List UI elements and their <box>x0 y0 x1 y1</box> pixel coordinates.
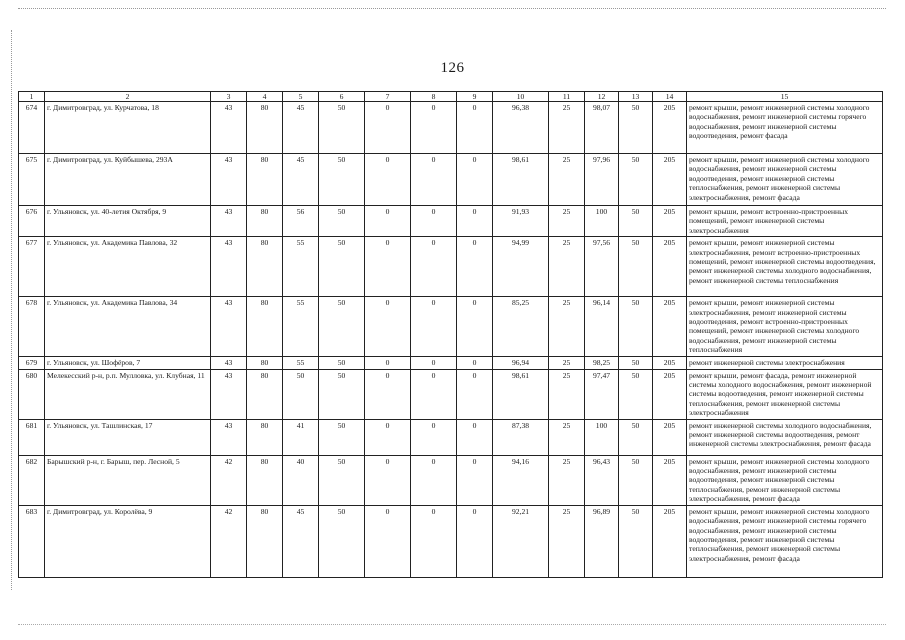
value-cell: 41 <box>283 419 319 455</box>
value-cell: 80 <box>247 357 283 369</box>
value-cell: 40 <box>283 455 319 505</box>
column-header: 12 <box>585 92 619 102</box>
value-cell: 50 <box>619 505 653 577</box>
table-row <box>19 102 883 154</box>
repair-works-cell: ремонт крыши, ремонт инженерной системы электроснабжения, ремонт инженерной системы водоотведения, ремонт встроенно-пристроенных помещений, ремонт инженерной системы холодного водоснабжения, ремонт инженерной системы теплоснабжения <box>687 297 883 357</box>
row-number: 674 <box>19 102 45 154</box>
row-number: 678 <box>19 297 45 357</box>
value-cell: 50 <box>619 206 653 237</box>
value-cell: 205 <box>653 206 687 237</box>
address-cell: г. Димитровград, ул. Курчатова, 18 <box>45 102 211 154</box>
value-cell: 25 <box>549 102 585 154</box>
value-cell: 92,21 <box>493 505 549 577</box>
value-cell: 0 <box>457 154 493 206</box>
value-cell: 0 <box>411 419 457 455</box>
value-cell: 50 <box>619 357 653 369</box>
value-cell: 50 <box>619 419 653 455</box>
address-cell: г. Ульяновск, ул. Шофёров, 7 <box>45 357 211 369</box>
value-cell: 50 <box>319 297 365 357</box>
value-cell: 50 <box>619 102 653 154</box>
value-cell: 45 <box>283 154 319 206</box>
value-cell: 0 <box>365 369 411 419</box>
value-cell: 0 <box>365 419 411 455</box>
table-row <box>19 369 883 419</box>
value-cell: 98,61 <box>493 369 549 419</box>
value-cell: 205 <box>653 369 687 419</box>
table-row <box>19 419 883 455</box>
value-cell: 55 <box>283 297 319 357</box>
repair-register-table <box>18 91 883 578</box>
value-cell: 80 <box>247 297 283 357</box>
top-scan-edge <box>18 8 886 9</box>
left-scan-edge <box>11 30 12 590</box>
column-header: 4 <box>247 92 283 102</box>
value-cell: 55 <box>283 237 319 297</box>
address-cell: г. Ульяновск, ул. 40-летия Октября, 9 <box>45 206 211 237</box>
repair-works-cell: ремонт крыши, ремонт инженерной системы холодного водоснабжения, ремонт инженерной системы горячего водоснабжения, ремонт инженерной системы водоотведения, ремонт фасада <box>687 102 883 154</box>
value-cell: 50 <box>619 369 653 419</box>
repair-works-cell: ремонт крыши, ремонт инженерной системы холодного водоснабжения, ремонт инженерной системы водоотведения, ремонт инженерной системы теплоснабжения, ремонт инженерной системы электроснабжения, ремонт фасада <box>687 154 883 206</box>
value-cell: 80 <box>247 206 283 237</box>
bottom-scan-edge <box>18 624 886 625</box>
value-cell: 0 <box>457 505 493 577</box>
value-cell: 0 <box>365 206 411 237</box>
value-cell: 0 <box>365 102 411 154</box>
value-cell: 50 <box>319 419 365 455</box>
value-cell: 87,38 <box>493 419 549 455</box>
value-cell: 43 <box>211 102 247 154</box>
address-cell: г. Ульяновск, ул. Академика Павлова, 32 <box>45 237 211 297</box>
value-cell: 43 <box>211 419 247 455</box>
value-cell: 50 <box>619 455 653 505</box>
value-cell: 25 <box>549 297 585 357</box>
value-cell: 205 <box>653 505 687 577</box>
value-cell: 56 <box>283 206 319 237</box>
value-cell: 80 <box>247 505 283 577</box>
value-cell: 205 <box>653 357 687 369</box>
value-cell: 50 <box>319 369 365 419</box>
table-row <box>19 357 883 369</box>
value-cell: 80 <box>247 237 283 297</box>
value-cell: 0 <box>411 455 457 505</box>
repair-works-cell: ремонт крыши, ремонт встроенно-пристроенных помещений, ремонт инженерной системы электроснабжения <box>687 206 883 237</box>
value-cell: 25 <box>549 206 585 237</box>
value-cell: 80 <box>247 369 283 419</box>
value-cell: 94,99 <box>493 237 549 297</box>
value-cell: 0 <box>411 206 457 237</box>
page-number: 126 <box>440 60 465 76</box>
address-cell: г. Ульяновск, ул. Академика Павлова, 34 <box>45 297 211 357</box>
column-number-row <box>19 92 883 102</box>
value-cell: 96,38 <box>493 102 549 154</box>
value-cell: 0 <box>457 357 493 369</box>
repair-works-cell: ремонт крыши, ремонт фасада, ремонт инженерной системы холодного водоснабжения, ремонт инженерной системы водоотведения, ремонт инженерной системы теплоснабжения, ремонт инженерной системы электроснабжения <box>687 369 883 419</box>
value-cell: 42 <box>211 505 247 577</box>
value-cell: 96,89 <box>585 505 619 577</box>
value-cell: 25 <box>549 154 585 206</box>
value-cell: 50 <box>319 455 365 505</box>
table-row <box>19 237 883 297</box>
value-cell: 0 <box>457 102 493 154</box>
value-cell: 97,47 <box>585 369 619 419</box>
value-cell: 0 <box>411 154 457 206</box>
row-number: 677 <box>19 237 45 297</box>
repair-works-cell: ремонт крыши, ремонт инженерной системы холодного водоснабжения, ремонт инженерной системы водоотведения, ремонт инженерной системы теплоснабжения, ремонт инженерной системы электроснабжения, ремонт фасада <box>687 455 883 505</box>
table-row <box>19 154 883 206</box>
value-cell: 50 <box>319 505 365 577</box>
row-number: 679 <box>19 357 45 369</box>
value-cell: 98,25 <box>585 357 619 369</box>
value-cell: 0 <box>411 357 457 369</box>
value-cell: 25 <box>549 455 585 505</box>
value-cell: 94,16 <box>493 455 549 505</box>
value-cell: 25 <box>549 357 585 369</box>
address-cell: Барышский р-н, г. Барыш, пер. Лесной, 5 <box>45 455 211 505</box>
value-cell: 80 <box>247 455 283 505</box>
value-cell: 91,93 <box>493 206 549 237</box>
value-cell: 0 <box>457 237 493 297</box>
row-number: 683 <box>19 505 45 577</box>
value-cell: 0 <box>365 455 411 505</box>
value-cell: 0 <box>411 102 457 154</box>
column-header: 2 <box>45 92 211 102</box>
row-number: 675 <box>19 154 45 206</box>
value-cell: 80 <box>247 419 283 455</box>
value-cell: 205 <box>653 102 687 154</box>
repair-works-cell: ремонт крыши, ремонт инженерной системы электроснабжения, ремонт встроенно-пристроенных помещений, ремонт инженерной системы водоотведения, ремонт инженерной системы холодного водоснабжения, ремонт инженерной системы теплоснабжения <box>687 237 883 297</box>
row-number: 681 <box>19 419 45 455</box>
value-cell: 55 <box>283 357 319 369</box>
value-cell: 45 <box>283 102 319 154</box>
value-cell: 0 <box>457 369 493 419</box>
value-cell: 0 <box>411 505 457 577</box>
value-cell: 50 <box>283 369 319 419</box>
column-header: 7 <box>365 92 411 102</box>
row-number: 682 <box>19 455 45 505</box>
value-cell: 0 <box>457 206 493 237</box>
value-cell: 205 <box>653 154 687 206</box>
value-cell: 0 <box>365 505 411 577</box>
column-header: 9 <box>457 92 493 102</box>
value-cell: 43 <box>211 206 247 237</box>
value-cell: 0 <box>365 154 411 206</box>
value-cell: 50 <box>319 357 365 369</box>
column-header: 5 <box>283 92 319 102</box>
row-number: 680 <box>19 369 45 419</box>
value-cell: 50 <box>619 154 653 206</box>
column-header: 13 <box>619 92 653 102</box>
table-row <box>19 505 883 577</box>
value-cell: 0 <box>365 357 411 369</box>
column-header: 11 <box>549 92 585 102</box>
value-cell: 97,56 <box>585 237 619 297</box>
table-row <box>19 455 883 505</box>
value-cell: 43 <box>211 369 247 419</box>
address-cell: г. Димитровград, ул. Куйбышева, 293А <box>45 154 211 206</box>
value-cell: 42 <box>211 455 247 505</box>
value-cell: 98,07 <box>585 102 619 154</box>
value-cell: 80 <box>247 154 283 206</box>
value-cell: 25 <box>549 419 585 455</box>
value-cell: 45 <box>283 505 319 577</box>
value-cell: 96,94 <box>493 357 549 369</box>
address-cell: г. Димитровград, ул. Королёва, 9 <box>45 505 211 577</box>
value-cell: 50 <box>319 237 365 297</box>
column-header: 8 <box>411 92 457 102</box>
value-cell: 50 <box>319 102 365 154</box>
value-cell: 96,43 <box>585 455 619 505</box>
column-header: 1 <box>19 92 45 102</box>
value-cell: 25 <box>549 369 585 419</box>
value-cell: 50 <box>619 237 653 297</box>
value-cell: 0 <box>457 455 493 505</box>
repair-works-cell: ремонт крыши, ремонт инженерной системы холодного водоснабжения, ремонт инженерной системы горячего водоснабжения, ремонт инженерной системы водоотведения, ремонт инженерной системы теплоснабжения, ремонт инженерной системы электроснабжения, ремонт фасада <box>687 505 883 577</box>
value-cell: 0 <box>411 369 457 419</box>
value-cell: 205 <box>653 419 687 455</box>
value-cell: 25 <box>549 237 585 297</box>
value-cell: 50 <box>619 297 653 357</box>
table-row <box>19 297 883 357</box>
column-header: 3 <box>211 92 247 102</box>
value-cell: 80 <box>247 102 283 154</box>
column-header: 14 <box>653 92 687 102</box>
repair-works-cell: ремонт инженерной системы холодного водоснабжения, ремонт инженерной системы водоотведения, ремонт инженерной системы электроснабжения, ремонт фасада <box>687 419 883 455</box>
value-cell: 43 <box>211 237 247 297</box>
row-number: 676 <box>19 206 45 237</box>
value-cell: 0 <box>365 297 411 357</box>
value-cell: 50 <box>319 154 365 206</box>
value-cell: 98,61 <box>493 154 549 206</box>
value-cell: 43 <box>211 297 247 357</box>
value-cell: 50 <box>319 206 365 237</box>
value-cell: 0 <box>411 237 457 297</box>
column-header: 15 <box>687 92 883 102</box>
value-cell: 205 <box>653 455 687 505</box>
value-cell: 85,25 <box>493 297 549 357</box>
column-header: 10 <box>493 92 549 102</box>
value-cell: 97,96 <box>585 154 619 206</box>
repair-works-cell: ремонт инженерной системы электроснабжения <box>687 357 883 369</box>
address-cell: г. Ульяновск, ул. Ташлинская, 17 <box>45 419 211 455</box>
value-cell: 43 <box>211 357 247 369</box>
value-cell: 205 <box>653 297 687 357</box>
value-cell: 205 <box>653 237 687 297</box>
column-header: 6 <box>319 92 365 102</box>
value-cell: 0 <box>411 297 457 357</box>
value-cell: 25 <box>549 505 585 577</box>
value-cell: 100 <box>585 419 619 455</box>
value-cell: 100 <box>585 206 619 237</box>
value-cell: 96,14 <box>585 297 619 357</box>
table-row <box>19 206 883 237</box>
value-cell: 0 <box>457 419 493 455</box>
value-cell: 43 <box>211 154 247 206</box>
value-cell: 0 <box>365 237 411 297</box>
value-cell: 0 <box>457 297 493 357</box>
address-cell: Мелекесский р-н, р.п. Мулловка, ул. Клубная, 11 <box>45 369 211 419</box>
